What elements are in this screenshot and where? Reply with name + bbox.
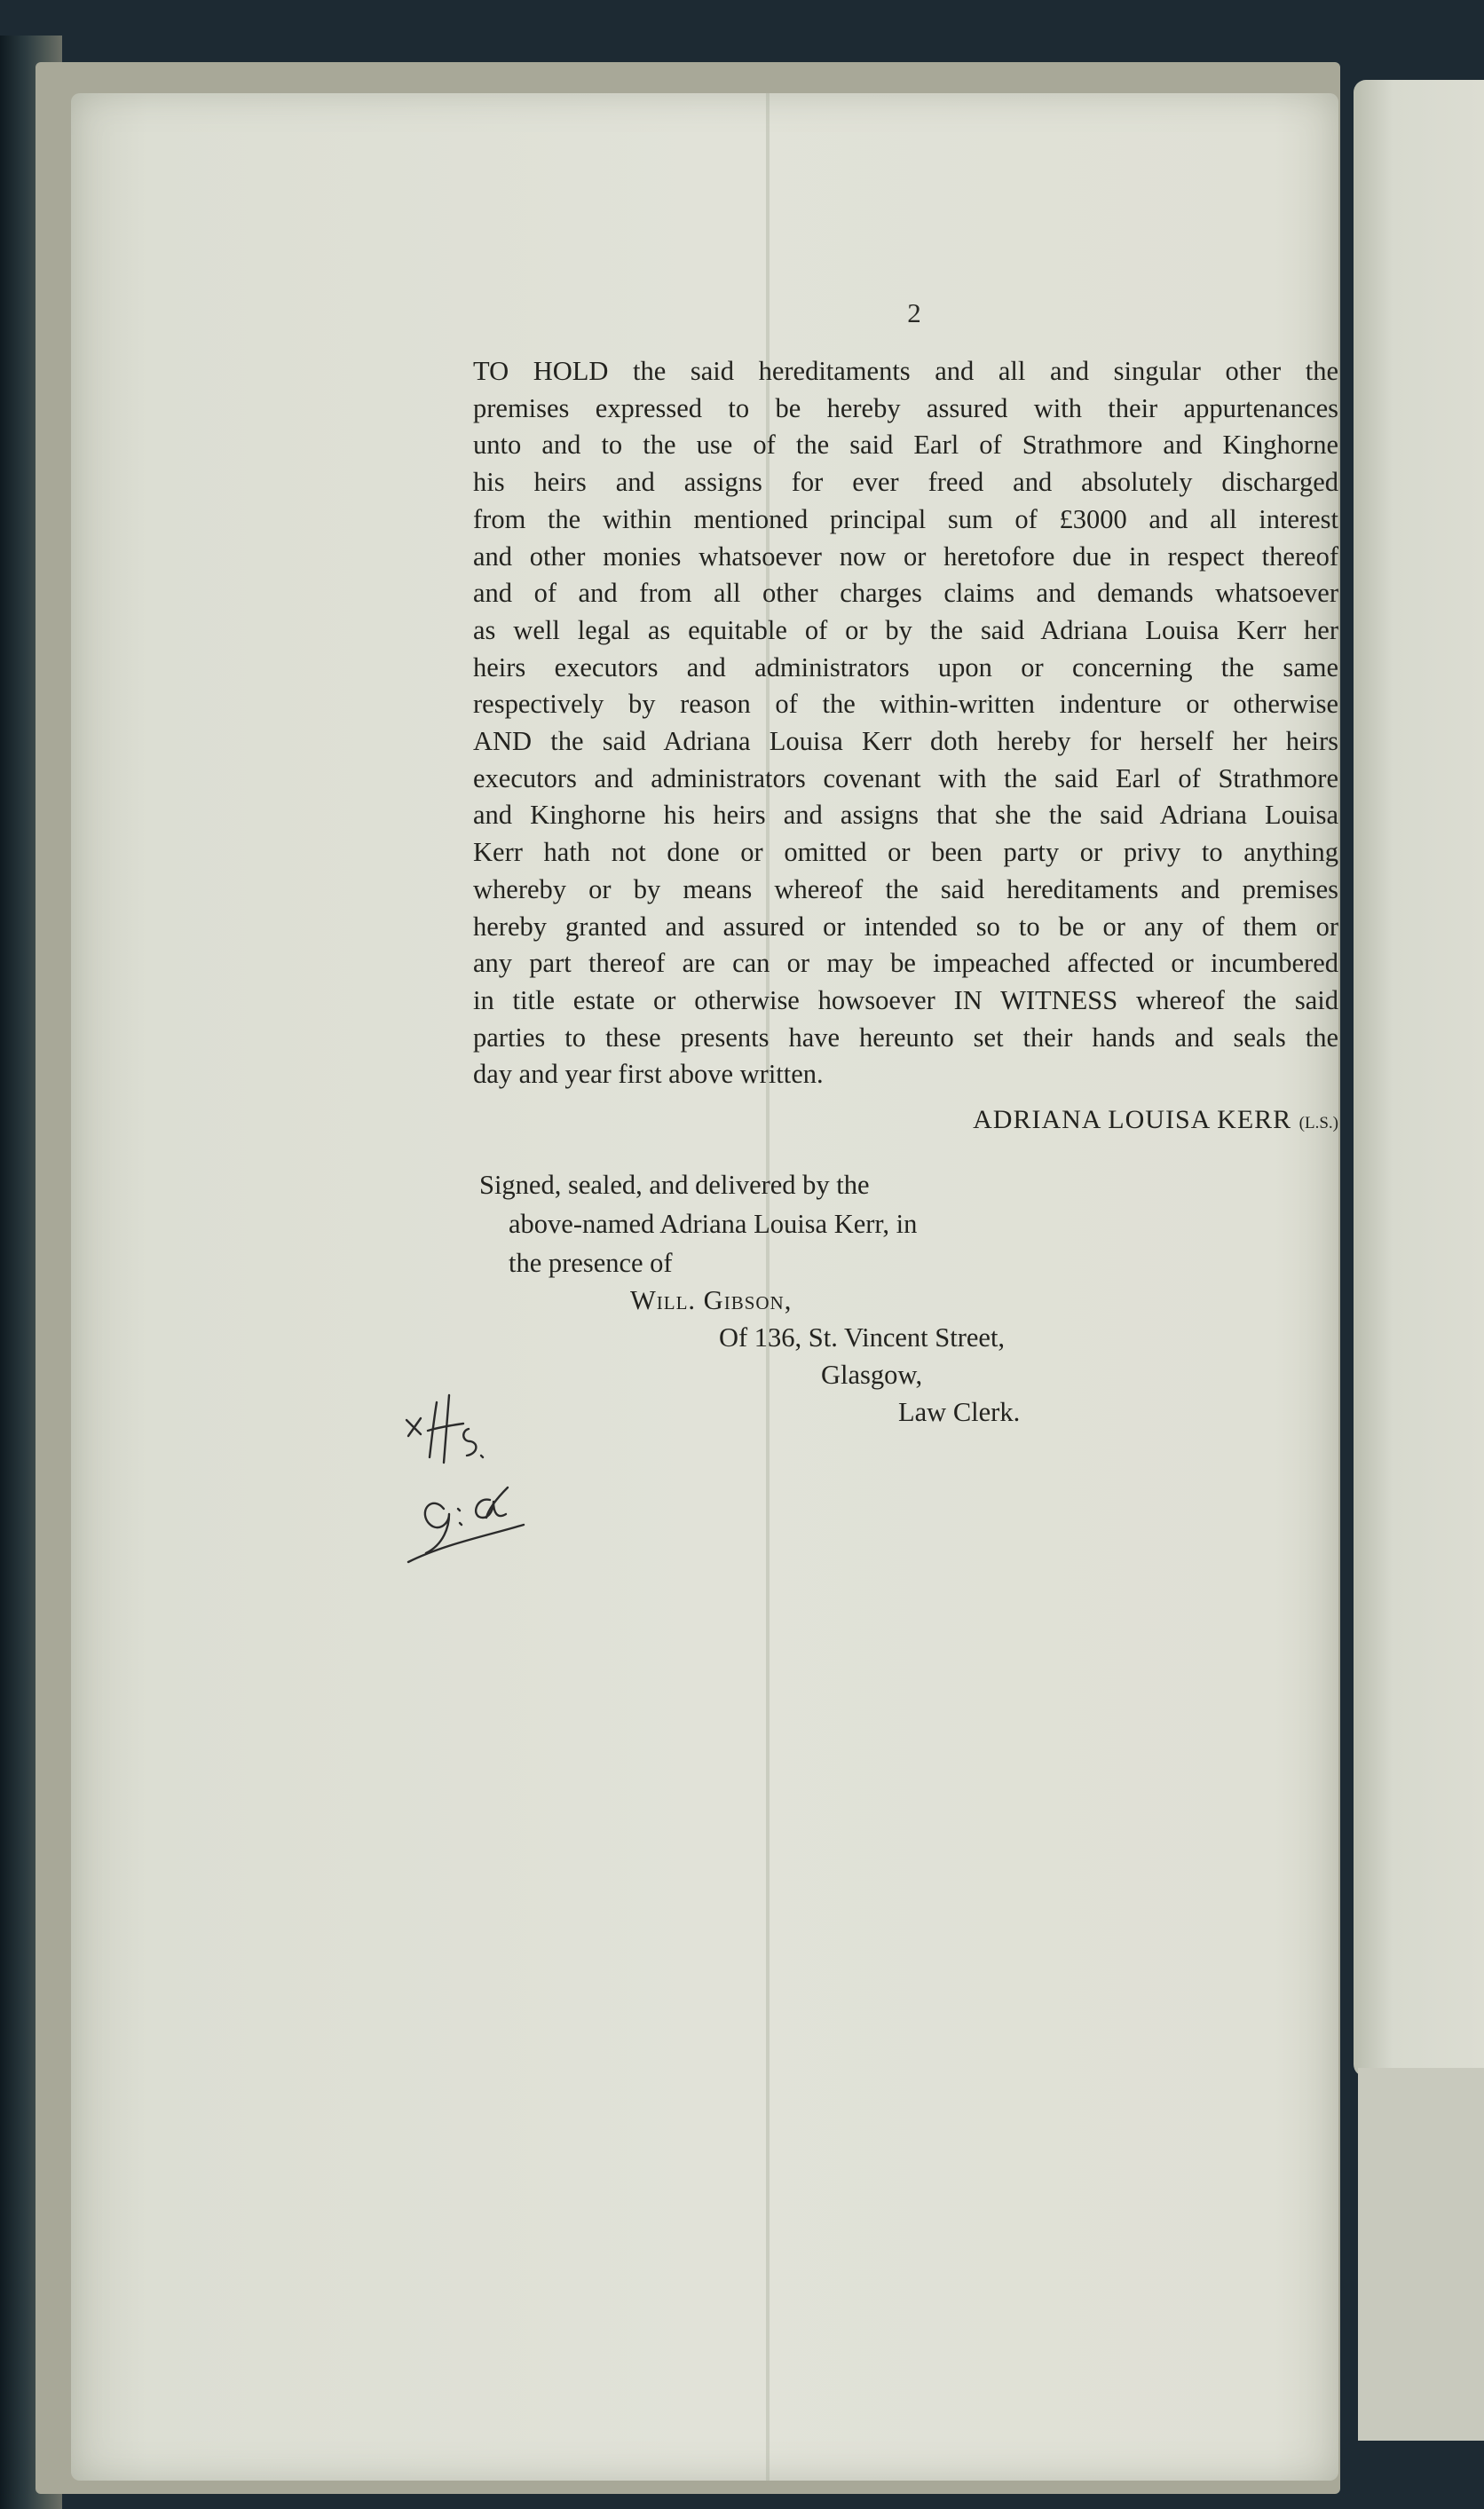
seal-mark: (L.S.)	[1298, 1114, 1338, 1132]
attestation-line-3: the presence of	[509, 1248, 673, 1278]
body-line: Kerr hath not done or omitted or been party or privy to anything	[473, 837, 1338, 868]
body-line: respectively by reason of the within-written indenture or otherwise	[473, 689, 1338, 720]
signatory-name: ADRIANA LOUISA KERR	[973, 1105, 1292, 1134]
body-line: day and year first above written.	[473, 1059, 824, 1090]
body-line: any part thereof are can or may be impeached affected or incumbered	[473, 948, 1338, 979]
body-line: whereby or by means whereof the said hereditaments and premises	[473, 873, 1338, 904]
witness-occupation: Law Clerk.	[898, 1397, 1021, 1427]
facing-page-edge	[1354, 80, 1484, 2077]
witness-name: Will. Gibson,	[630, 1285, 793, 1315]
body-line: and of and from all other charges claims and demands whatsoever	[473, 578, 1338, 609]
handwritten-initials	[391, 1376, 550, 1571]
page-number: 2	[907, 297, 921, 328]
body-line: in title estate or otherwise howsoever IN WITNESS whereof the said	[473, 984, 1338, 1015]
body-line: unto and to the use of the said Earl of Strathmore and Kinghorne	[473, 430, 1338, 461]
body-line: and other monies whatsoever now or heretofore due in respect thereof	[473, 540, 1338, 572]
witness-address-street: Of 136, St. Vincent Street,	[719, 1322, 1006, 1353]
body-line: heirs executors and administrators upon or concerning the same	[473, 651, 1338, 682]
attestation-line-1: Signed, sealed, and delivered by the	[479, 1170, 870, 1200]
body-line: premises expressed to be hereby assured with their appurtenances	[473, 392, 1338, 423]
witness-address-city: Glasgow,	[821, 1360, 923, 1390]
body-line: executors and administrators covenant with the said Earl of Strathmore	[473, 762, 1338, 793]
body-line: AND the said Adriana Louisa Kerr doth hereby for herself her heirs	[473, 726, 1338, 757]
body-line: from the within mentioned principal sum of £3000 and all interest	[473, 503, 1338, 534]
body-line: parties to these presents have hereunto set their hands and seals the	[473, 1022, 1338, 1053]
body-line: his heirs and assigns for ever freed and absolutely discharged	[473, 467, 1338, 498]
body-line: as well legal as equitable of or by the said Adriana Louisa Kerr her	[473, 614, 1338, 645]
body-line: and Kinghorne his heirs and assigns that she the said Adriana Louisa	[473, 800, 1338, 831]
deed-body-text	[473, 353, 1338, 1093]
body-line: hereby granted and assured or intended so to be or any of them or	[473, 911, 1338, 942]
body-line: TO HOLD the said hereditaments and all and singular other the	[473, 356, 1338, 386]
attestation-line-2: above-named Adriana Louisa Kerr, in	[509, 1209, 918, 1239]
facing-page-lower-edge	[1358, 2068, 1484, 2441]
signatory-block	[799, 1105, 1338, 1135]
